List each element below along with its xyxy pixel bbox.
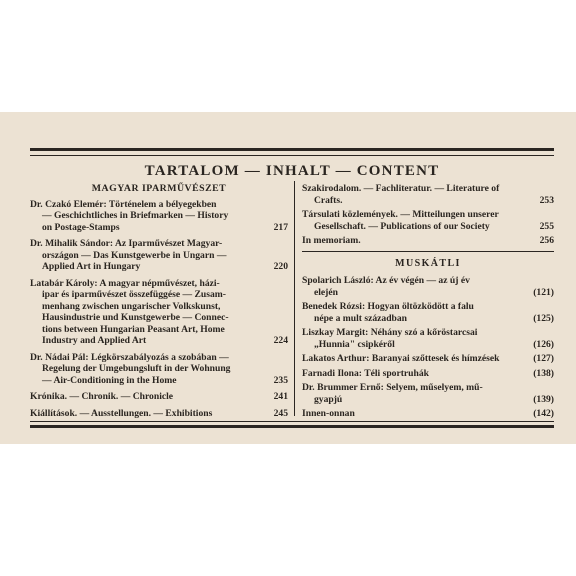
- page-number: 217: [273, 221, 288, 233]
- column-divider: [294, 181, 295, 416]
- toc-entry-line: [302, 183, 554, 195]
- toc-entry-text: Hausindustrie und Kunstgewerbe — Connec-: [42, 312, 229, 323]
- toc-entry-last-line: [302, 287, 554, 299]
- right-entry-list: [302, 275, 554, 420]
- right-column: [302, 183, 554, 423]
- toc-entry: [302, 301, 554, 324]
- page-number: 224: [273, 335, 288, 346]
- page-number: 245: [273, 407, 288, 419]
- toc-entry-line: [30, 312, 288, 324]
- page-number: 241: [273, 391, 288, 402]
- toc-entry-text: Dr. Brummer Ernő: Selyem, műselyem, mű-: [302, 382, 483, 393]
- toc-entry-line: [30, 324, 288, 336]
- toc-entry: [302, 275, 554, 298]
- toc-entry: [30, 278, 288, 347]
- toc-entry-text: Regelung der Umgebungsluft in der Wohnung: [42, 363, 231, 374]
- toc-entry: [302, 382, 554, 405]
- toc-entry-last-line: [302, 313, 554, 325]
- toc-entry: [30, 238, 288, 273]
- toc-entry-text: Innen-onnan: [302, 408, 355, 419]
- left-column: [30, 183, 288, 424]
- toc-entry-text: — Air-Conditioning in the Home: [42, 374, 177, 386]
- toc-entry: [302, 183, 554, 206]
- bottom-rule-thin: [30, 421, 554, 422]
- toc-entry-text: Gesellschaft. — Publications of our Society: [314, 220, 490, 232]
- toc-entry-text: Szakirodalom. — Fachliteratur. — Literature of: [302, 183, 500, 194]
- toc-entry-last-line: [302, 353, 554, 365]
- toc-entry-last-line: [302, 195, 554, 207]
- page-title: TARTALOM — INHALT — CONTENT: [144, 163, 440, 179]
- toc-entry-text: ipar és iparművészet összefüggése — Zusam-: [42, 289, 226, 300]
- toc-entry-last-line: [30, 408, 288, 420]
- top-rule-thick: [30, 148, 554, 151]
- toc-entry-text: Krónika. — Chronik. — Chronicle: [30, 391, 174, 402]
- toc-entry-last-line: [302, 408, 554, 420]
- toc-entry: [302, 209, 554, 232]
- toc-entry-last-line: [302, 368, 554, 380]
- page-number: 255: [539, 220, 554, 232]
- right-top-entry-list: [302, 183, 554, 247]
- section-heading-magyar-iparmuveszet: MAGYAR IPARMŰVÉSZET: [91, 183, 227, 194]
- toc-entry: [30, 408, 288, 420]
- toc-entry: [302, 235, 554, 247]
- page-number: (127): [533, 353, 554, 364]
- toc-entry: [30, 352, 288, 387]
- toc-entry-line: [302, 301, 554, 313]
- toc-entry-last-line: [30, 375, 288, 387]
- page-number: 253: [539, 194, 554, 206]
- toc-entry-text: országon — Das Kunstgewerbe in Ungarn —: [42, 249, 227, 261]
- toc-entry-text: Benedek Rózsi: Hogyan öltözködött a falu: [302, 301, 474, 312]
- toc-entry-last-line: [30, 335, 288, 347]
- page-number: 235: [273, 374, 288, 386]
- toc-entry-text: Latabár Károly: A magyar népművészet, házi-: [30, 277, 220, 289]
- toc-entry-last-line: [302, 221, 554, 233]
- toc-entry-text: Farnadi Ilona: Téli sportruhák: [302, 367, 429, 379]
- toc-entry-text: népe a mult században: [314, 312, 408, 324]
- page-number: (121): [533, 286, 554, 298]
- toc-entry-line: [302, 382, 554, 394]
- toc-entry-line: [302, 209, 554, 221]
- toc-entry-line: [30, 278, 288, 290]
- toc-entry-text: Applied Art in Hungary: [42, 261, 141, 272]
- toc-entry-text: Dr. Czakó Elemér: Történelem a bélyegekben: [30, 198, 217, 210]
- page-number: 220: [273, 261, 288, 272]
- toc-entry-text: Industry and Applied Art: [42, 335, 147, 346]
- page-number: (139): [533, 393, 554, 405]
- toc-entry: [30, 199, 288, 234]
- toc-entry-last-line: [30, 222, 288, 234]
- section-heading-muskatli: MUSKÁTLI: [395, 257, 461, 269]
- toc-entry: [30, 391, 288, 403]
- toc-entry-text: tions between Hungarian Peasant Art, Home: [42, 323, 225, 335]
- toc-entry-text: elején: [314, 286, 338, 298]
- toc-entry-line: [30, 199, 288, 211]
- toc-entry-text: In memoriam.: [302, 235, 361, 246]
- toc-entry-last-line: [30, 391, 288, 403]
- toc-entry-text: Liszkay Margit: Néhány szó a kőröstarcsai: [302, 327, 478, 338]
- toc-entry-line: [30, 210, 288, 222]
- page-number: (126): [533, 338, 554, 350]
- toc-entry-text: Crafts.: [314, 194, 343, 206]
- toc-entry: [302, 353, 554, 365]
- toc-entry-text: menhang zwischen ungarischer Volkskunst,: [42, 300, 221, 312]
- toc-entry-text: Dr. Nádai Pál: Légkörszabályozás a szobában —: [30, 351, 229, 363]
- page-number: (142): [533, 408, 554, 419]
- toc-entry-line: [30, 352, 288, 364]
- toc-entry-text: Lakatos Arthur: Baranyai szőttesek és hímzések: [302, 353, 500, 364]
- toc-entry-last-line: [302, 235, 554, 247]
- toc-entry-line: [302, 275, 554, 287]
- page-number: 256: [539, 235, 554, 246]
- toc-entry: [302, 408, 554, 420]
- bottom-rule-thick: [30, 425, 554, 428]
- toc-entry-text: Társulati közlemények. — Mitteilungen unserer: [302, 209, 499, 220]
- top-rule-thin: [30, 155, 554, 156]
- toc-entry-text: on Postage-Stamps: [42, 221, 120, 233]
- left-entry-list: [30, 199, 288, 420]
- page-number: (138): [533, 367, 554, 379]
- toc-entry-text: gyapjú: [314, 393, 343, 405]
- toc-entry-text: Spolarich László: Az év végén — az új év: [302, 275, 470, 286]
- toc-entry: [302, 327, 554, 350]
- toc-entry-last-line: [302, 394, 554, 406]
- toc-entry-line: [30, 363, 288, 375]
- toc-entry-text: „Hunnia" csipkéről: [314, 338, 395, 350]
- toc-entry-line: [30, 238, 288, 250]
- toc-entry-last-line: [30, 261, 288, 273]
- toc-entry-line: [30, 250, 288, 262]
- toc-entry-text: Dr. Mihalik Sándor: Az Iparművészet Magyar-: [30, 238, 223, 249]
- toc-entry-line: [30, 301, 288, 313]
- toc-entry-last-line: [302, 339, 554, 351]
- toc-entry-line: [30, 289, 288, 301]
- toc-entry-text: — Geschichtliches in Briefmarken — History: [42, 210, 229, 221]
- toc-entry: [302, 368, 554, 380]
- page-number: (125): [533, 312, 554, 324]
- toc-entry-line: [302, 327, 554, 339]
- section-divider: [302, 251, 554, 252]
- toc-entry-text: Kiállítások. — Ausstellungen. — Exhibitions: [30, 407, 213, 419]
